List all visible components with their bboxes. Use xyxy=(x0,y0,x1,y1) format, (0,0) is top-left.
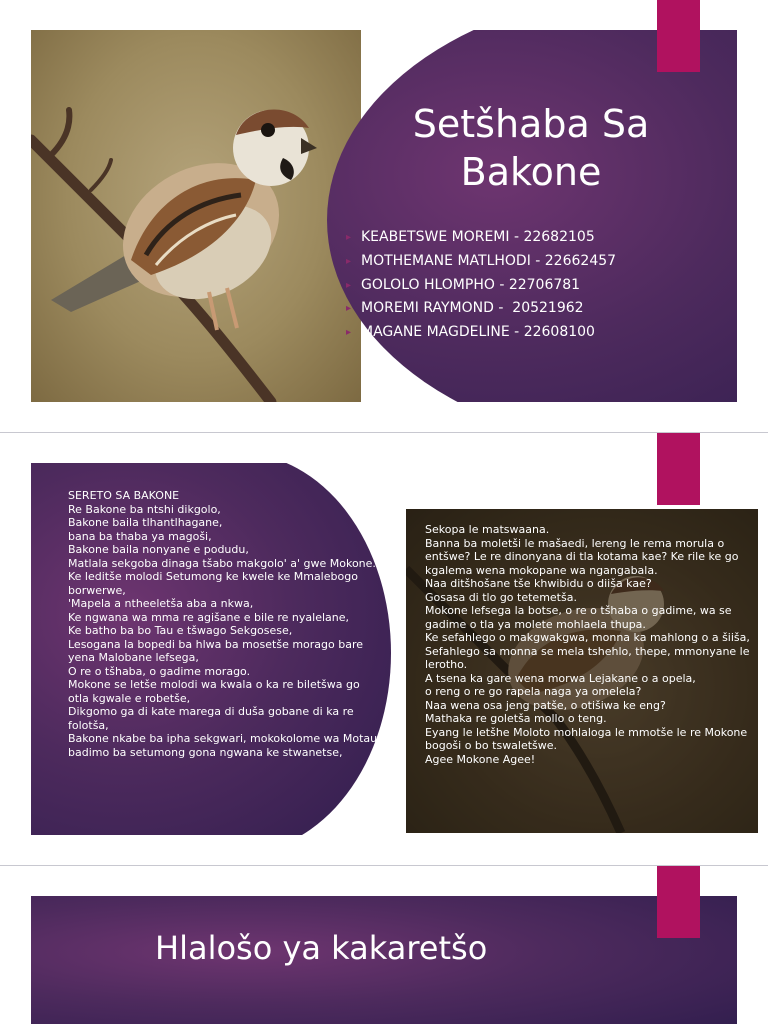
sparrow-illustration xyxy=(31,30,361,402)
slide-title: Hlalošo ya kakaretšo xyxy=(155,929,488,967)
sparrow-photo xyxy=(31,30,361,402)
slide-2 xyxy=(0,433,768,865)
title-panel xyxy=(31,30,737,402)
bullet-icon: ▸ xyxy=(346,279,352,291)
member-item xyxy=(346,321,616,345)
slide-3 xyxy=(0,866,768,1024)
poem-text-right: Sekopa le matswaana. Banna ba moletši le mašaedi, lereng le rema morula o entšwe? Le re dinonyana di tla kotama kae? Ke rile ke go kgalema wena mokopane wa ngangabala. Naa ditšhošane tše khwibidu o diiša kae? Gosasa di tlo go tetemetša. Mokone lefsega la botse, o re o tšhaba o gadime, wa se gadime o tla ya molete mohlaela thupa. Ke sefahlego o makgwakgwa, monna ka mahlong o a šiiša, Sefahlego sa monna se mela tshehlo, thepe, mmonyane le lerotho. A tsena ka gare wena morwa Lejakane o a opela, o reng o re go rapela naga ya omelela? Naa wena osa jeng patše, o otišiwa ke eng? Mathaka re goletša mollo o teng. Eyang le letšhe Moloto mohlaloga le mmotše le re Mokone bogoši o bo tswaletšwe. Agee Mokone Agee! xyxy=(425,523,750,766)
member-text: MOREMI RAYMOND - 20521962 xyxy=(361,300,584,317)
bullet-icon: ▸ xyxy=(346,255,352,267)
poem-text-left: SERETO SA BAKONE Re Bakone ba ntshi dikgolo, Bakone baila tlhantlhagane, bana ba thaba ya magoši, Bakone baila nonyane e podudu, Matlala sekgoba dinaga tšabo makgolo' a' gwe Mokone. Ke leditše molodi Setumong ke kwele ke Mmalebogo borwerwe, 'Mapela a ntheeletša aba a nkwa, Ke ngwana wa mma re agišane e bile re nyalelane, Ke batho ba bo Tau e tšwago Sekgosese, Lesogana la bopedi ba hlwa ba mosetše morago bare yena Malobane lefsega, O re o tšhaba, o gadime morago. Mokone se letše molodi wa kwala o ka re biletšwa go otla kgwale e robetše, Dikgomo ga di kate marega di duša gobane di ka re folotša, Bakone nkabe ba ipha sekgwari, mokokolome wa Motau badimo ba setumong gona ngwana ke stwanetse, xyxy=(68,489,378,759)
accent-tab xyxy=(657,866,700,938)
slide-title-line-2: Bakone xyxy=(460,150,602,194)
slide-title-line-1: Setšhaba Sa xyxy=(412,102,650,146)
member-item xyxy=(346,274,616,298)
accent-tab xyxy=(657,433,700,505)
member-item xyxy=(346,250,616,274)
slide-title xyxy=(376,100,686,196)
bullet-icon: ▸ xyxy=(346,232,352,243)
slide-1 xyxy=(0,0,768,432)
member-list xyxy=(346,226,616,345)
poem-panel-right xyxy=(406,509,758,833)
poem-panel-left xyxy=(31,463,406,835)
accent-tab xyxy=(657,0,700,72)
member-text: MOTHEMANE MATLHODI - 22662457 xyxy=(361,252,617,269)
member-item xyxy=(346,297,616,321)
member-text: MAGANE MAGDELINE - 22608100 xyxy=(361,324,595,341)
member-text: GOLOLO HLOMPHO - 22706781 xyxy=(361,276,581,293)
bullet-icon: ▸ xyxy=(346,327,352,339)
member-text: KEABETSWE MOREMI - 22682105 xyxy=(361,229,595,245)
member-item xyxy=(346,226,616,250)
bullet-icon: ▸ xyxy=(346,303,352,315)
title-background xyxy=(327,30,737,402)
